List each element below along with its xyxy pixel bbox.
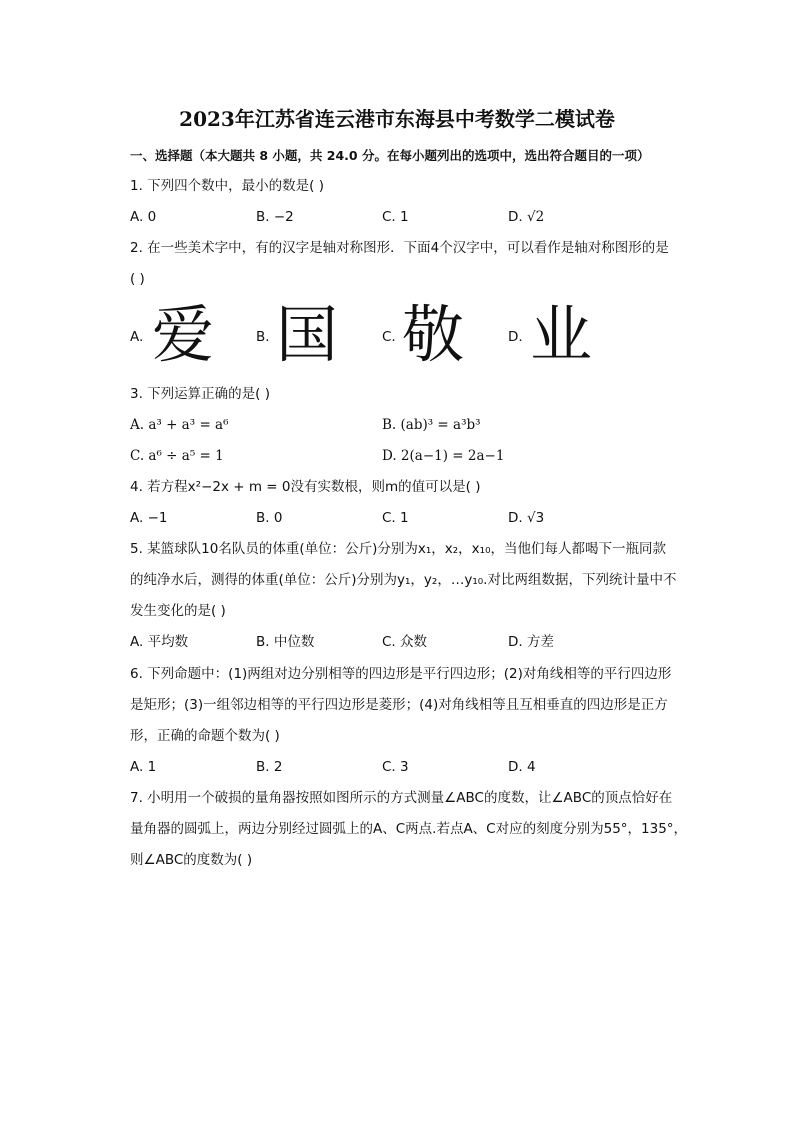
- q1-option-d-value: √2: [526, 209, 545, 225]
- question-4-stem: 4. 若方程x²−2x + m = 0没有实数根，则m的值可以是( ): [130, 479, 481, 495]
- q5-option-c: C. 众数: [382, 634, 428, 650]
- question-3-stem: 3. 下列运算正确的是( ): [130, 386, 270, 402]
- q1-option-d: [508, 207, 544, 227]
- q2-option-c-label: C.: [382, 329, 396, 345]
- question-6-line-1: 6. 下列命题中：(1)两组对边分别相等的四边形是平行四边形；(2)对角线相等的平行四边形: [130, 666, 672, 682]
- question-1-stem: 1. 下列四个数中，最小的数是( ): [130, 178, 324, 194]
- q2-option-b-label: B.: [256, 329, 270, 345]
- q6-option-b: B. 2: [256, 759, 283, 775]
- q4-option-c: C. 1: [382, 510, 409, 526]
- question-7-line-3: 则∠ABC的度数为( ): [130, 852, 253, 868]
- q3-option-a: A. a³ + a³ = a⁶: [130, 417, 229, 433]
- question-6-line-2: 是矩形；(3)一组邻边相等的平行四边形是菱形；(4)对角线相等且互相垂直的四边形是正方: [130, 697, 668, 713]
- q4-option-b: B. 0: [256, 510, 283, 526]
- q3-option-b: B. (ab)³ = a³b³: [382, 417, 481, 433]
- question-6-line-3: 形，正确的命题个数为( ): [130, 728, 280, 744]
- q6-option-d: D. 4: [508, 759, 536, 775]
- q5-option-b: B. 中位数: [256, 634, 315, 650]
- q6-option-c: C. 3: [382, 759, 409, 775]
- question-2-stem-cont: ( ): [130, 271, 145, 287]
- q1-option-c: C. 1: [382, 209, 409, 225]
- q3-option-c: C. a⁶ ÷ a⁵ = 1: [130, 448, 224, 464]
- question-5-line-2: 的纯净水后，测得的体重(单位：公斤)分别为y₁，y₂，…y₁₀.对比两组数据，下列统计量中不: [130, 572, 677, 588]
- page-title: 2023年江苏省连云港市东海县中考数学二模试卷: [179, 107, 615, 131]
- q5-option-d: D. 方差: [508, 634, 554, 650]
- q1-option-d-label: D.: [508, 209, 523, 225]
- q1-option-b: B. −2: [256, 209, 294, 225]
- q1-option-a: A. 0: [130, 209, 157, 225]
- question-5-line-1: 5. 某篮球队10名队员的体重(单位：公斤)分别为x₁，x₂，x₁₀，当他们每人都喝下一瓶同款: [130, 541, 666, 557]
- q3-option-d: D. 2(a−1) = 2a−1: [382, 448, 505, 464]
- q2-option-a-label: A.: [130, 329, 144, 345]
- q4-option-a: A. −1: [130, 510, 168, 526]
- q4-option-d: D. √3: [508, 510, 545, 526]
- q2-option-d-char: 业: [530, 298, 593, 371]
- q5-option-a: A. 平均数: [130, 634, 189, 650]
- q2-option-b-char: 国: [276, 298, 339, 371]
- question-2-stem: 2. 在一些美术字中，有的汉字是轴对称图形．下面4个汉字中，可以看作是轴对称图形的是: [130, 240, 669, 256]
- section-heading: 一、选择题（本大题共 8 小题，共 24.0 分。在每小题列出的选项中，选出符合题目的一项）: [130, 148, 650, 163]
- question-5-line-3: 发生变化的是( ): [130, 603, 226, 619]
- q2-option-d-label: D.: [508, 329, 523, 345]
- question-7-line-2: 量角器的圆弧上，两边分别经过圆弧上的A、C两点.若点A、C对应的刻度分别为55°，135°，: [130, 821, 688, 837]
- question-7-line-1: 7. 小明用一个破损的量角器按照如图所示的方式测量∠ABC的度数，让∠ABC的顶点恰好在: [130, 790, 673, 806]
- q2-option-a-char: 爱: [152, 298, 215, 371]
- q6-option-a: A. 1: [130, 759, 157, 775]
- q2-option-c-char: 敬: [402, 298, 465, 371]
